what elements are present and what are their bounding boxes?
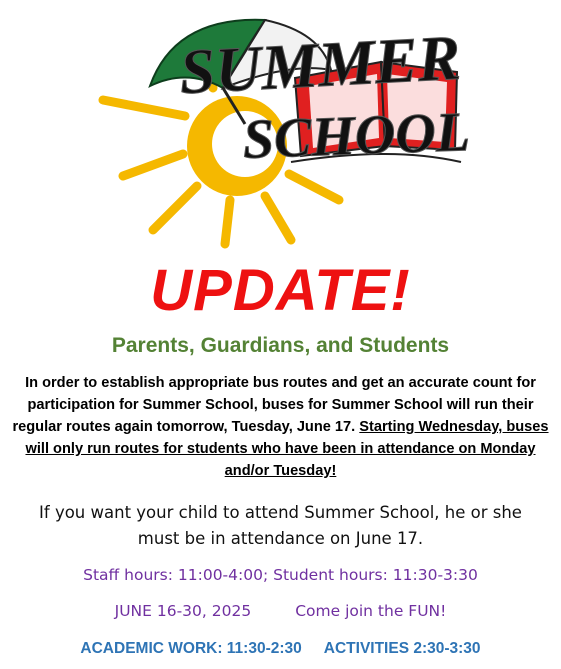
audience-subheading: Parents, Guardians, and Students xyxy=(111,334,450,357)
bus-route-notice xyxy=(8,372,553,482)
attendance-line-2: must be in attendance on June 17. xyxy=(137,529,424,548)
hours-line: Staff hours: 11:00-4:00; Student hours: 11:30-3:30 xyxy=(83,566,478,584)
dates-line xyxy=(0,602,561,620)
update-heading: UPDATE! xyxy=(150,258,411,323)
invite-text: Come join the FUN! xyxy=(295,602,447,620)
academic-work-time: ACADEMIC WORK: 11:30-2:30 xyxy=(80,640,302,657)
logo-line-2: SCHOOL xyxy=(241,101,471,171)
summer-school-logo xyxy=(95,4,475,254)
date-range: JUNE 16-30, 2025 xyxy=(114,602,252,620)
logo-line-1: SUMMER xyxy=(177,21,463,108)
attendance-line-1: If you want your child to attend Summer School, he or she xyxy=(39,503,522,522)
activities-time: ACTIVITIES 2:30-3:30 xyxy=(323,640,481,657)
schedule-line xyxy=(0,640,561,658)
notice-underlined: Starting Wednesday, buses will only run routes for students who have been in attendance on Monday and/or Tuesday! xyxy=(25,419,549,479)
notice-text: In order to establish appropriate bus routes and get an accurate count for participation for Summer School, buses for Summer School will run their regular routes again tomorrow, Tuesday, June 17. xyxy=(12,375,536,435)
attendance-note xyxy=(0,500,561,552)
